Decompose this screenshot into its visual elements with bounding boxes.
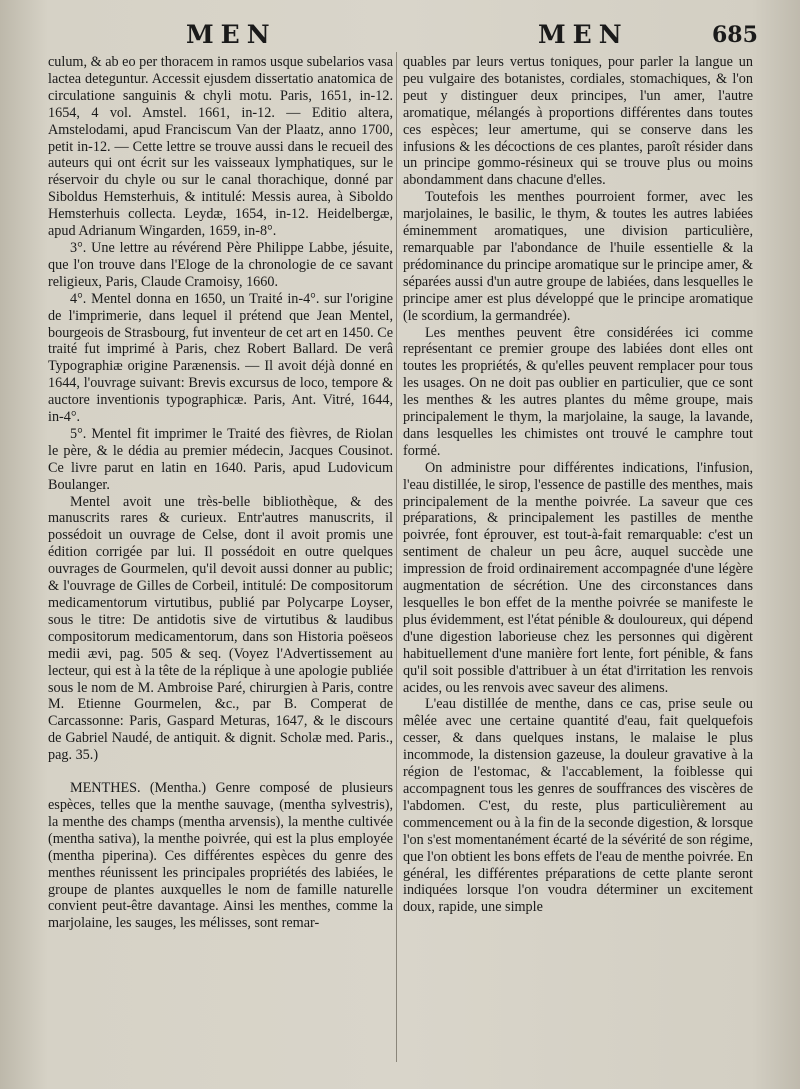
- text-column-left: [48, 54, 393, 932]
- page-number: 685: [712, 22, 758, 48]
- paragraph: 4°. Mentel donna en 1650, un Traité in-4°. sur l'origine de l'imprimerie, dans lequel il prétend que Jean Mentel, bourgeois de Strasbourg, fut inventeur de cet art en 1450. Ce traité fut imprimé à Paris, chez Robert Ballard. De verâ Typographiæ origine Parænensis. — Il avoit déjà donné en 1644, l'ouvrage suivant: Brevis excursus de loco, tempore & auctore inventionis typographicæ. Paris, Ant. Vitré, 1644, in-4°.: [48, 290, 393, 426]
- paragraph: quables par leurs vertus toniques, pour parler la langue un peu vulgaire des botanistes, cordiales, stomachiques, & l'on peut y distinguer deux principes, l'un amer, l'autre aromatique, mélangés à proportions différentes dans toutes ces espèces; leur amertume, qui se conserve dans les infusions & les décoctions de ces plantes, paroît résider dans un principe gommo-résineux qui se trouve plus ou moins abondamment dans chacune d'elles.: [403, 54, 753, 189]
- paragraph: Toutefois les menthes pourroient former, avec les marjolaines, le basilic, le thym, & toutes les autres labiées éminemment aromatiques, une division particulière, remarquable par l'abondance de l'huile essentielle & la prédominance du principe aromatique sur le principe amer, & séparées aussi d'un autre groupe de labiées, dans lesquelles le principe amer est plus développé que le principe aromatique (le scordium, la germandrée).: [403, 189, 753, 324]
- paragraph: Mentel avoit une très-belle bibliothèque, & des manuscrits rares & curieux. Entr'autres manuscrits, il possédoit un ouvrage de Celse, dont il avoit promis une édition corrigée par lui. Il possédoit en outre quelques ouvrages de Gourmelen, qu'il devoit aussi donner au public; & l'ouvrage de Gilles de Corbeil, intitulé: De compositorum medicamentorum virtutibus, publié par Polycarpe Loyser, sous le titre: De antidotis sive de virtutibus & laudibus compositorum medicamentorum, dans son Historia poëseos medii ævi, pag. 505 & seq. (Voyez l'Advertissement au lecteur, qui est à la tête de la réplique à une apologie publiée sous le nom de M. Ambroise Paré, chirurgien à Paris, contre M. Etienne Gourmelen, &c., par B. Comperat de Carcassonne: Paris, Gaspard Meturas, 1647, & le discours de Gabriel Naudé, de antiquit. & dignit. Scholæ med. Paris., pag. 35.): [48, 493, 393, 764]
- paragraph: L'eau distillée de menthe, dans ce cas, prise seule ou mêlée avec une certaine quantité d'eau, fait quelquefois cesser, & dans quelques instans, le malaise le plus incommode, la distension gazeuse, la douleur gravative à la région de l'estomac, & l'accablement, la foiblesse qui accompagnent tous les genres de souffrances des viscères de l'abdomen. C'est, du reste, plus particulièrement au commencement ou à la fin de la seconde digestion, & lorsque l'on s'est momentanément écarté de la sévérité de son régime, que l'on obtient les bons effets de l'eau de menthe poivrée. En général, les différentes préparations de cette plante seront indiquées lorsque l'on voudra déterminer un excitement doux, rapide, une simple: [403, 696, 753, 916]
- paragraph: On administre pour différentes indications, l'infusion, l'eau distillée, le sirop, l'essence de pastille des menthes, mais principalement de la menthe poivrée. La saveur que ces préparations, & principalement les pastilles de menthe poivrée, font éprouver, est tout-à-fait remarquable: c'est un sentiment de chaleur un peu âcre, auquel succède une impression de froid ordinairement accompagnée d'une légère augmentation de sécrétion. Une des circonstances dans lesquelles le bon effet de la menthe poivrée se manifeste le plus évidemment, est l'état pénible & douloureux, qui dépend d'une digestion laborieuse chez les personnes qui digèrent habituellement d'une manière fort lente, fort pénible, & fans qu'il soit possible d'attribuer à un état d'irritation les renvois acides, ou les renvois avec saveur des alimens.: [403, 459, 753, 696]
- paragraph: culum, & ab eo per thoracem in ramos usque subelarios vasa lactea deteguntur. Accessit ejusdem dissertatio anatomica de circulatione sanguinis & chyli motu. Paris, 1651, in-12. 1654, 4 vol. Amstel. 1661, in-12. — Editio altera, Amstelodami, apud Franciscum Van der Plaatz, anno 1700, petit in-12. — Cette lettre se trouve aussi dans le recueil des auteurs qui ont écrit sur les vaisseaux lymphatiques, sur le réservoir du chyle ou sur le canal thorachique, donné par Siboldus Hemsterhuis, & intitulé: Messis aurea, à Siboldo Hemsterhuis collecta. Leydæ, 1654, in-12. Heidelbergæ, apud Adrianum Wingarden, 1659, in-8°.: [48, 54, 393, 240]
- paragraph: Les menthes peuvent être considérées ici comme représentant ce premier groupe des labiées dont elles ont toutes les propriétés, & qu'elles peuvent remplacer pour tous les usages. On ne doit pas oublier en particulier, que ce sont les menthes & les autres plantes du même groupe, mais principalement le thym, la marjolaine, la sauge, la lavande, dans lesquelles les chimistes ont trouvé le camphre tout formé.: [403, 324, 753, 459]
- text-column-right: [403, 54, 753, 916]
- entry-menthes: MENTHES. (Mentha.) Genre composé de plusieurs espèces, telles que la menthe sauvage, (mentha sylvestris), la menthe des champs (mentha arvensis), la menthe cultivée (mentha sativa), la menthe poivrée, qui est la plus employée (mentha piperina). Ces différentes espèces du genre des menthes réunissent les principales propriétés des labiées, le groupe de plantes auxquelles le nom de famille naturelle convient peut-être davantage. Ainsi les menthes, comme la marjolaine, les sauges, les mélisses, sont remar-: [48, 780, 393, 932]
- paragraph: 3°. Une lettre au révérend Père Philippe Labbe, jésuite, que l'on trouve dans l'Eloge de la chronologie de ce savant religieux, Paris, Claude Cramoisy, 1660.: [48, 239, 393, 290]
- column-divider: [396, 52, 397, 1062]
- running-head-left: MEN: [186, 20, 277, 49]
- paragraph: 5°. Mentel fit imprimer le Traité des fièvres, de Riolan le père, & le dédia au premier médecin, Jacques Cousinot. Ce livre parut en latin en 1640. Paris, apud Ludovicum Boulanger.: [48, 425, 393, 493]
- running-head-right: MEN: [538, 20, 629, 49]
